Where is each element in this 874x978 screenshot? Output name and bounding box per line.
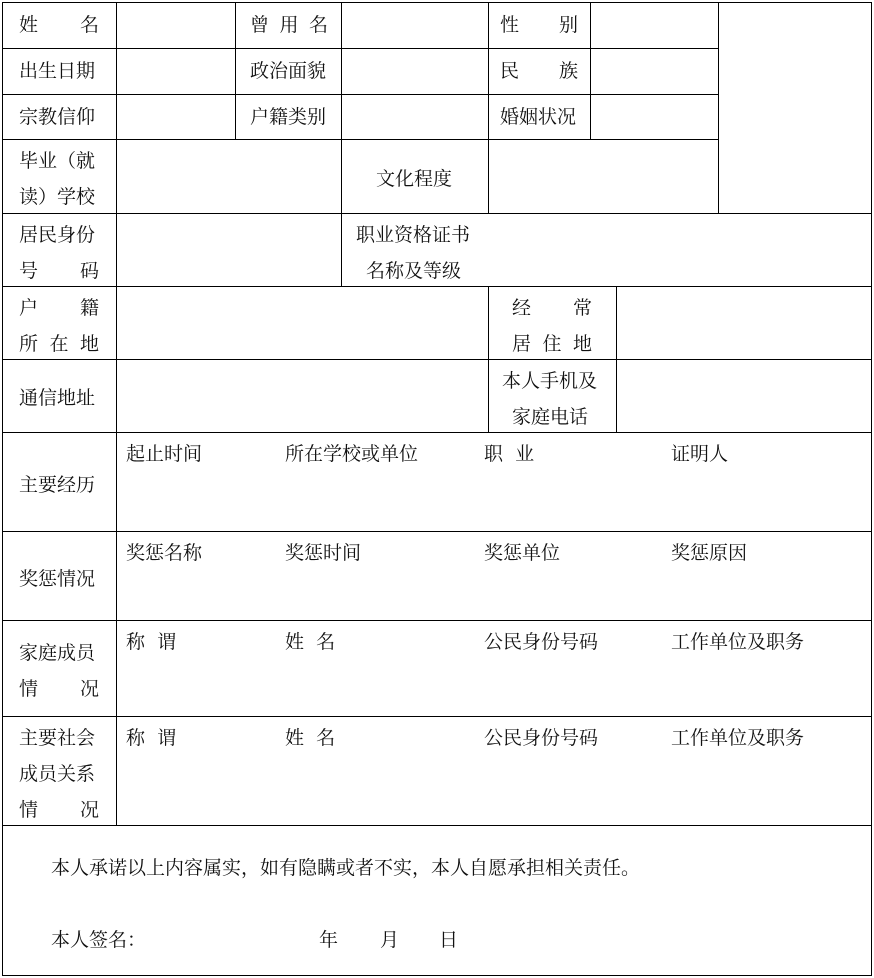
social-col-name: 姓 名 [285, 727, 336, 749]
date-month-label: 月 [380, 929, 400, 951]
experience-col-unit: 所在学校或单位 [285, 443, 419, 465]
rewards-col-name: 奖惩名称 [126, 542, 203, 564]
label-residence-line2: 居 住 地 [512, 333, 592, 355]
social-col-work: 工作单位及职务 [671, 727, 805, 749]
label-cert-line1: 职业资格证书 [356, 224, 471, 246]
rewards-entries[interactable] [117, 571, 871, 620]
label-rewards: 奖惩情况 [19, 568, 96, 590]
birth-date-field[interactable] [117, 49, 235, 94]
label-residence-line1: 经 常 [512, 297, 592, 319]
label-former-name: 曾 用 名 [250, 14, 328, 36]
label-household-type: 户籍类别 [250, 106, 327, 128]
label-household-line2: 所 在 地 [19, 333, 99, 355]
rewards-col-time: 奖惩时间 [285, 542, 362, 564]
residence-field[interactable] [617, 287, 871, 359]
border-bottom [2, 975, 872, 976]
border-left [2, 2, 3, 976]
line-h11 [2, 825, 872, 826]
experience-col-occupation: 职 业 [484, 443, 535, 465]
gender-field[interactable] [591, 3, 718, 48]
line-v-c4b [488, 286, 489, 433]
family-entries[interactable] [117, 660, 871, 716]
phone-field[interactable] [617, 360, 871, 432]
experience-col-witness: 证明人 [671, 443, 729, 465]
school-field[interactable] [117, 140, 341, 213]
label-social-line3: 情 况 [19, 799, 99, 821]
pledge-statement: 本人承诺以上内容属实，如有隐瞒或者不实，本人自愿承担相关责任。 [51, 857, 641, 879]
experience-col-period: 起止时间 [126, 443, 203, 465]
line-h7 [2, 432, 872, 433]
social-entries[interactable] [117, 756, 871, 825]
id-number-field[interactable] [117, 214, 341, 286]
line-h9 [2, 620, 872, 621]
label-name: 姓 名 [19, 14, 99, 36]
date-day-label: 日 [439, 929, 459, 951]
label-social-line2: 成员关系 [19, 763, 96, 785]
label-political-status: 政治面貌 [250, 60, 327, 82]
label-phone-line1: 本人手机及 [502, 370, 598, 392]
line-h8 [2, 531, 872, 532]
social-col-id: 公民身份号码 [484, 727, 599, 749]
label-id-line1: 居民身份 [19, 224, 96, 246]
label-address: 通信地址 [19, 387, 96, 409]
label-family-line2: 情 况 [19, 678, 99, 700]
line-h10 [2, 716, 872, 717]
rewards-col-unit: 奖惩单位 [484, 542, 561, 564]
family-col-work: 工作单位及职务 [671, 631, 805, 653]
marital-status-field[interactable] [591, 95, 718, 139]
address-field[interactable] [117, 360, 488, 432]
border-right [871, 2, 872, 976]
family-col-title: 称 谓 [126, 631, 177, 653]
social-col-title: 称 谓 [126, 727, 177, 749]
education-field[interactable] [489, 140, 718, 213]
family-col-name: 姓 名 [285, 631, 336, 653]
religion-field[interactable] [117, 95, 235, 139]
line-v-c2 [235, 2, 236, 140]
certificate-field[interactable] [489, 214, 871, 286]
experience-entries[interactable] [117, 472, 871, 531]
label-marital-status: 婚姻状况 [500, 106, 577, 128]
rewards-col-reason: 奖惩原因 [671, 542, 748, 564]
signature-field[interactable] [145, 920, 305, 960]
ethnicity-field[interactable] [591, 49, 718, 94]
label-social-line1: 主要社会 [19, 727, 96, 749]
household-location-field[interactable] [117, 287, 488, 359]
label-cert-line2: 名称及等级 [366, 260, 462, 282]
signature-label: 本人签名： [51, 929, 147, 951]
label-school-line2: 读）学校 [19, 186, 96, 208]
family-col-id: 公民身份号码 [484, 631, 599, 653]
political-status-field[interactable] [342, 49, 488, 94]
label-religion: 宗教信仰 [19, 106, 96, 128]
household-type-field[interactable] [342, 95, 488, 139]
photo-box[interactable] [719, 3, 871, 213]
date-year-label: 年 [319, 929, 339, 951]
label-ethnicity: 民 族 [500, 60, 578, 82]
label-experience: 主要经历 [19, 474, 96, 496]
label-birth-date: 出生日期 [19, 60, 96, 82]
label-id-line2: 号 码 [19, 260, 99, 282]
label-gender: 性 别 [500, 14, 578, 36]
label-school-line1: 毕业（就 [19, 150, 96, 172]
label-education: 文化程度 [376, 168, 453, 190]
former-name-field[interactable] [342, 3, 488, 48]
name-field[interactable] [117, 3, 235, 48]
label-family-line1: 家庭成员 [19, 642, 96, 664]
label-phone-line2: 家庭电话 [512, 406, 589, 428]
label-household-line1: 户 籍 [19, 297, 99, 319]
